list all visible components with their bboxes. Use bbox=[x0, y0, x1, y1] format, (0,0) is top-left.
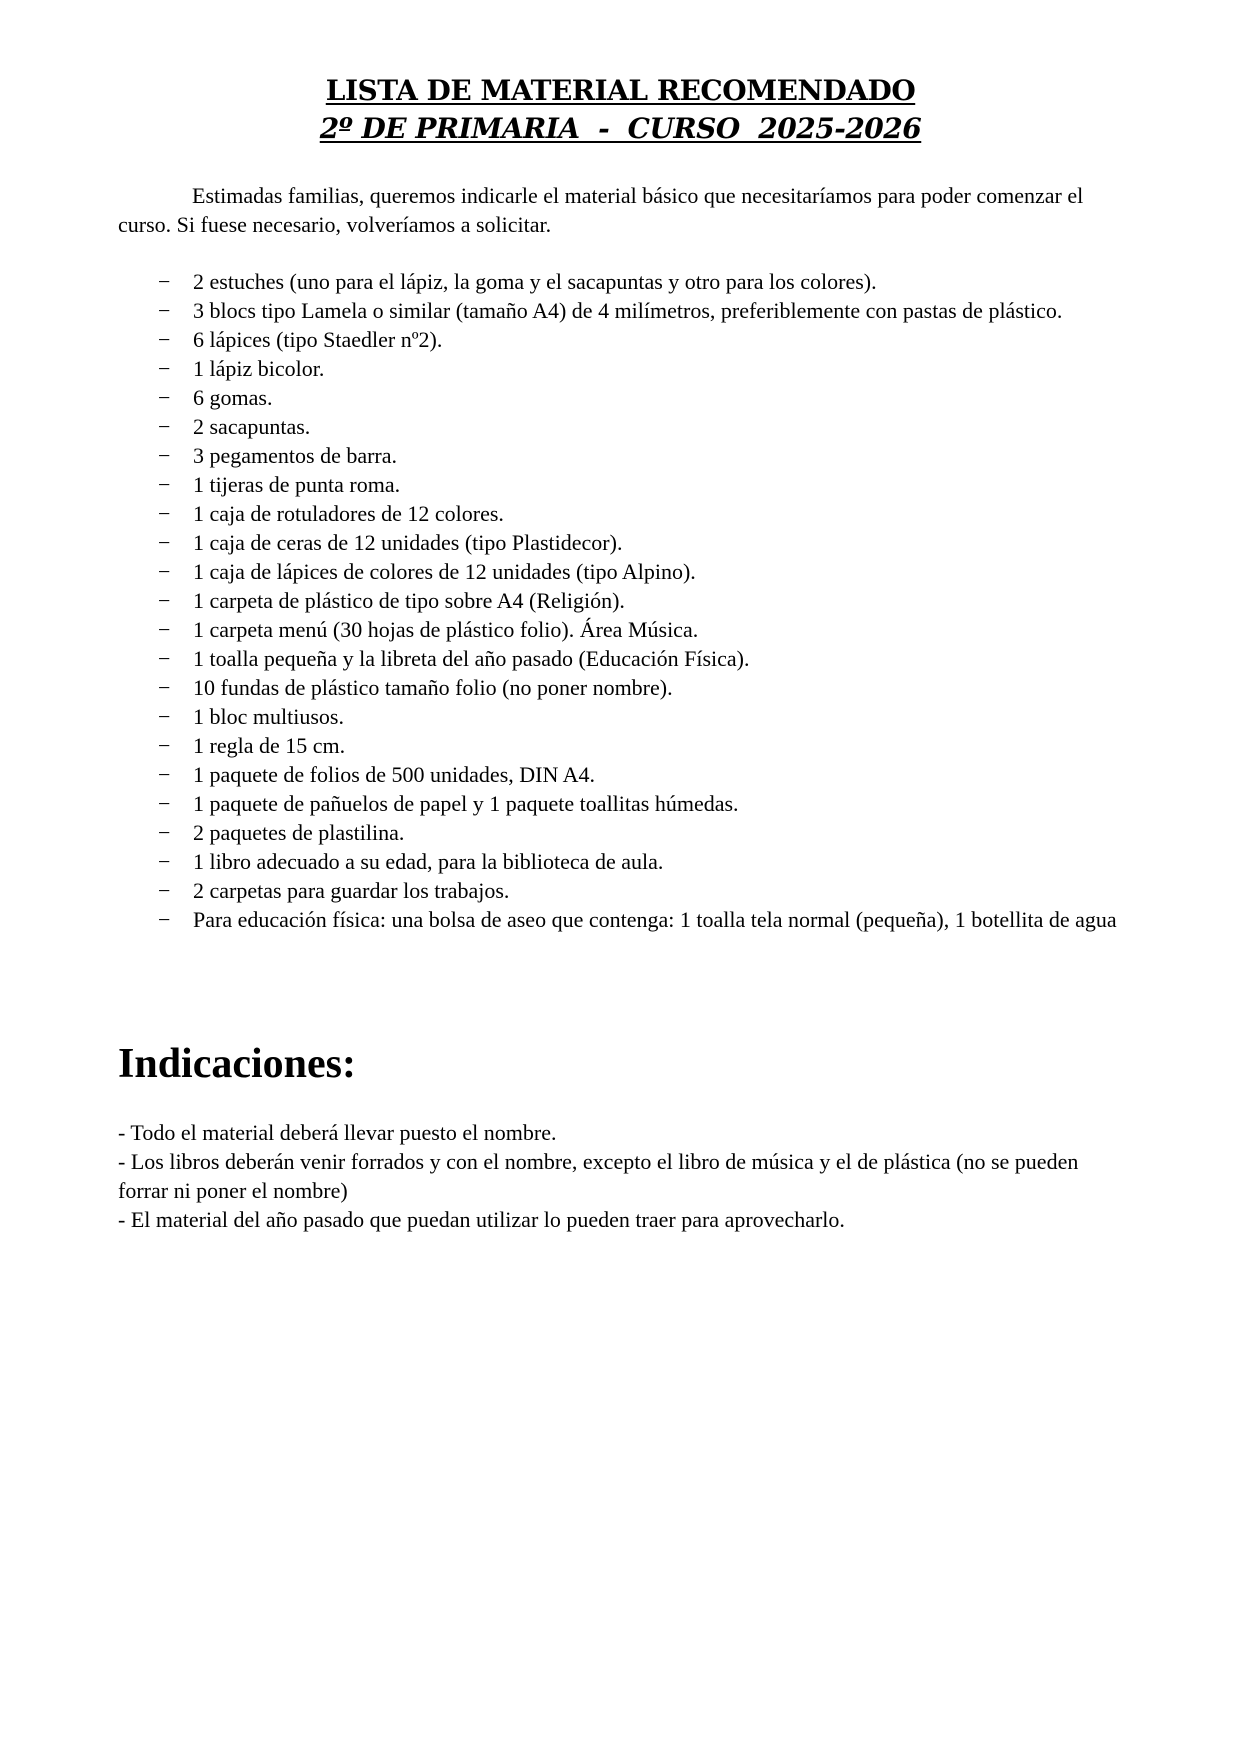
material-item-text: Para educación física: una bolsa de aseo que contenga: 1 toalla tela normal (pequeña), 1 botellita de agua bbox=[193, 907, 1117, 932]
material-item bbox=[118, 702, 1118, 731]
material-item bbox=[118, 673, 1118, 702]
material-item-text: 1 tijeras de punta roma. bbox=[193, 472, 401, 497]
document-title bbox=[0, 72, 1241, 148]
material-item bbox=[118, 383, 1118, 412]
material-item bbox=[118, 499, 1118, 528]
material-item bbox=[118, 354, 1118, 383]
material-item bbox=[118, 470, 1118, 499]
material-item bbox=[118, 267, 1118, 296]
material-item bbox=[118, 441, 1118, 470]
dash-bullet-icon: − bbox=[158, 675, 171, 700]
dash-bullet-icon: − bbox=[158, 791, 171, 816]
dash-bullet-icon: − bbox=[158, 617, 171, 642]
intro-text: Estimadas familias, queremos indicarle el material básico que necesitaríamos para poder comenzar el curso. Si fuese necesario, volveríamos a solicitar. bbox=[118, 183, 1084, 237]
material-item-text: 6 gomas. bbox=[193, 385, 273, 410]
material-item-text: 2 paquetes de plastilina. bbox=[193, 820, 405, 845]
material-item bbox=[118, 528, 1118, 557]
material-item bbox=[118, 731, 1118, 760]
material-item bbox=[118, 905, 1118, 934]
dash-bullet-icon: − bbox=[158, 849, 171, 874]
material-item bbox=[118, 644, 1118, 673]
dash-bullet-icon: − bbox=[158, 269, 171, 294]
dash-bullet-icon: − bbox=[158, 327, 171, 352]
dash-bullet-icon: − bbox=[158, 530, 171, 555]
dash-bullet-icon: − bbox=[158, 472, 171, 497]
indications-list bbox=[118, 1118, 1128, 1234]
material-item-text: 1 carpeta de plástico de tipo sobre A4 (Religión). bbox=[193, 588, 625, 613]
material-item bbox=[118, 325, 1118, 354]
material-item-text: 3 blocs tipo Lamela o similar (tamaño A4) de 4 milímetros, preferiblemente con pastas de plástico. bbox=[193, 298, 1063, 323]
dash-bullet-icon: − bbox=[158, 559, 171, 584]
materials-list bbox=[118, 267, 1118, 934]
material-item-text: 1 carpeta menú (30 hojas de plástico folio). Área Música. bbox=[193, 617, 699, 642]
material-item bbox=[118, 847, 1118, 876]
indications-heading: Indicaciones: bbox=[118, 1041, 357, 1087]
material-item-text: 1 caja de rotuladores de 12 colores. bbox=[193, 501, 504, 526]
dash-bullet-icon: − bbox=[158, 762, 171, 787]
material-item-text: 1 bloc multiusos. bbox=[193, 704, 344, 729]
material-item bbox=[118, 818, 1118, 847]
material-item-text: 2 estuches (uno para el lápiz, la goma y el sacapuntas y otro para los colores). bbox=[193, 269, 877, 294]
dash-bullet-icon: − bbox=[158, 588, 171, 613]
material-item-text: 1 paquete de folios de 500 unidades, DIN A4. bbox=[193, 762, 596, 787]
indication-item: - Los libros deberán venir forrados y con el nombre, excepto el libro de música y el de plástica (no se pueden forrar ni poner el nombre) bbox=[118, 1149, 1079, 1203]
material-item bbox=[118, 296, 1118, 325]
dash-bullet-icon: − bbox=[158, 704, 171, 729]
dash-bullet-icon: − bbox=[158, 385, 171, 410]
material-item bbox=[118, 557, 1118, 586]
material-item-text: 1 caja de lápices de colores de 12 unidades (tipo Alpino). bbox=[193, 559, 696, 584]
intro-paragraph bbox=[118, 181, 1118, 239]
title-line-1: LISTA DE MATERIAL RECOMENDADO bbox=[325, 74, 916, 107]
material-item-text: 1 regla de 15 cm. bbox=[193, 733, 346, 758]
indication-item: - El material del año pasado que puedan utilizar lo pueden traer para aprovecharlo. bbox=[118, 1207, 845, 1232]
material-item bbox=[118, 876, 1118, 905]
material-item-text: 10 fundas de plástico tamaño folio (no poner nombre). bbox=[193, 675, 673, 700]
material-item bbox=[118, 586, 1118, 615]
material-item-text: 1 caja de ceras de 12 unidades (tipo Plastidecor). bbox=[193, 530, 623, 555]
dash-bullet-icon: − bbox=[158, 907, 171, 932]
dash-bullet-icon: − bbox=[158, 820, 171, 845]
material-item-text: 2 sacapuntas. bbox=[193, 414, 311, 439]
dash-bullet-icon: − bbox=[158, 733, 171, 758]
material-item-text: 1 libro adecuado a su edad, para la biblioteca de aula. bbox=[193, 849, 664, 874]
material-item bbox=[118, 760, 1118, 789]
dash-bullet-icon: − bbox=[158, 646, 171, 671]
dash-bullet-icon: − bbox=[158, 414, 171, 439]
dash-bullet-icon: − bbox=[158, 356, 171, 381]
dash-bullet-icon: − bbox=[158, 298, 171, 323]
material-item-text: 6 lápices (tipo Staedler nº2). bbox=[193, 327, 443, 352]
dash-bullet-icon: − bbox=[158, 501, 171, 526]
material-item-text: 1 paquete de pañuelos de papel y 1 paquete toallitas húmedas. bbox=[193, 791, 739, 816]
material-item-text: 1 lápiz bicolor. bbox=[193, 356, 325, 381]
dash-bullet-icon: − bbox=[158, 443, 171, 468]
material-item-text: 1 toalla pequeña y la libreta del año pasado (Educación Física). bbox=[193, 646, 750, 671]
material-item bbox=[118, 789, 1118, 818]
dash-bullet-icon: − bbox=[158, 878, 171, 903]
material-item-text: 3 pegamentos de barra. bbox=[193, 443, 398, 468]
indication-item: - Todo el material deberá llevar puesto el nombre. bbox=[118, 1120, 557, 1145]
title-line-2: 2º DE PRIMARIA - CURSO 2025-2026 bbox=[319, 112, 922, 145]
material-item bbox=[118, 412, 1118, 441]
material-item-text: 2 carpetas para guardar los trabajos. bbox=[193, 878, 510, 903]
material-item bbox=[118, 615, 1118, 644]
